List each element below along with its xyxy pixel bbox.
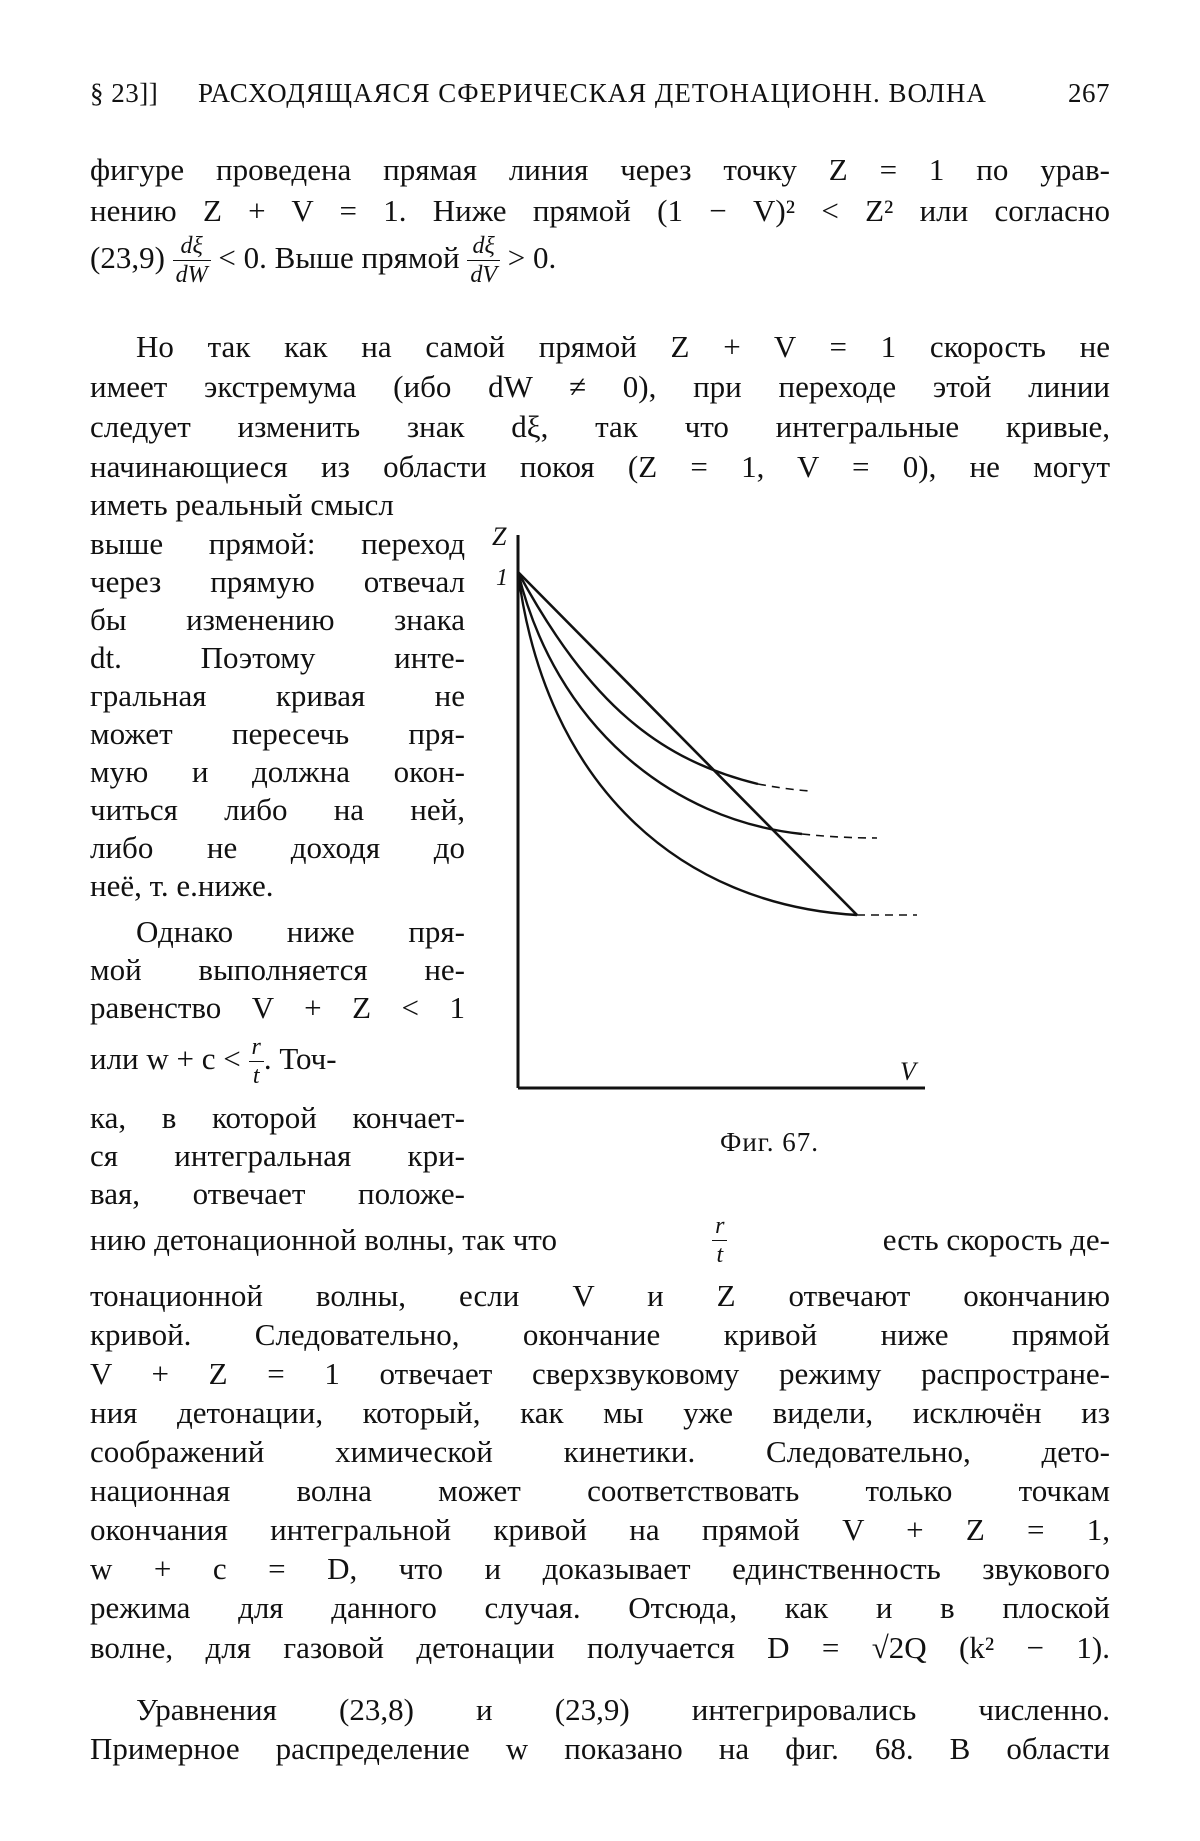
text-line: Примерное распределение w показано на фиг. 68. В области xyxy=(90,1731,1110,1766)
text-line: равенство V + Z < 1 xyxy=(90,990,465,1025)
text-line-with-fraction xyxy=(90,1210,1110,1270)
inline-text: есть скорость де- xyxy=(882,1222,1110,1257)
text-line: нению Z + V = 1. Ниже прямой (1 − V)² < Z² или согласно xyxy=(90,193,1110,228)
integral-curve-1-extension xyxy=(758,784,810,791)
fraction-denominator: t xyxy=(716,1241,724,1268)
v-axis-label: V xyxy=(900,1057,916,1086)
text-line: иметь реальный смысл xyxy=(90,487,394,522)
fraction-numerator: dξ xyxy=(467,234,500,261)
text-line: через прямую отвечал xyxy=(90,564,465,599)
text-line: ся интегральная кри- xyxy=(90,1138,465,1173)
running-title: РАСХОДЯЩАЯСЯ СФЕРИЧЕСКАЯ ДЕТОНАЦИОНН. ВОЛНА xyxy=(198,78,987,108)
integral-curve-2 xyxy=(518,572,802,834)
integral-curve-1 xyxy=(518,572,758,784)
text-line: следует изменить знак dξ, так что интегральные кривые, xyxy=(90,409,1110,444)
inline-text: нию детонационной волны, так что xyxy=(90,1222,557,1257)
figure-67 xyxy=(480,505,930,1125)
text-line: национная волна может соответствовать только точкам xyxy=(90,1473,1110,1508)
integral-curve-2-extension xyxy=(802,834,877,838)
text-line: неё, т. е.ниже. xyxy=(90,868,274,903)
fraction-numerator: r xyxy=(249,1035,264,1062)
text-line: w + c = D, что и доказывает единственность звукового xyxy=(90,1551,1110,1586)
text-line: мую и должна окон- xyxy=(90,754,465,789)
text-line: Но так как на самой прямой Z + V = 1 скорость не xyxy=(136,329,1110,364)
text-line: либо не доходя до xyxy=(90,830,465,865)
z-axis-label: Z xyxy=(492,522,507,551)
fraction-dxi-dv xyxy=(467,234,500,287)
text-line: гральная кривая не xyxy=(90,678,465,713)
text-line: начинающиеся из области покоя (Z = 1, V = 0), не могут xyxy=(90,449,1110,484)
fraction-r-t xyxy=(249,1035,264,1088)
equation-reference: (23,9) xyxy=(90,240,165,275)
figure-caption: Фиг. 67. xyxy=(720,1127,820,1157)
fraction-numerator: dξ xyxy=(173,234,211,261)
text-line: соображений химической кинетики. Следовательно, дето- xyxy=(90,1434,1110,1469)
page-number: 267 xyxy=(1068,78,1110,108)
fraction-numerator: r xyxy=(712,1214,727,1241)
text-line: Однако ниже пря- xyxy=(136,914,465,949)
text-line: ния детонации, который, как мы уже видели, исключён из xyxy=(90,1395,1110,1430)
text-line: кривой. Следовательно, окончание кривой ниже прямой xyxy=(90,1317,1110,1352)
text-line: dt. Поэтому инте- xyxy=(90,640,465,675)
text-line: имеет экстремума (ибо dW ≠ 0), при переходе этой линии xyxy=(90,369,1110,404)
figure-67-plot xyxy=(480,505,930,1125)
text-line: ка, в которой кончает- xyxy=(90,1100,465,1135)
text-line: V + Z = 1 отвечает сверхзвуковому режиму распростране- xyxy=(90,1356,1110,1391)
text-line-with-fraction xyxy=(90,1030,470,1088)
text-line: волне, для газовой детонации получается D = √2Q (k² − 1). xyxy=(90,1630,1110,1665)
text-line: режима для данного случая. Отсюда, как и в плоской xyxy=(90,1590,1110,1625)
text-line: выше прямой: переход xyxy=(90,526,465,561)
text-line: читься либо на ней, xyxy=(90,792,465,827)
section-number: § 23]] xyxy=(90,78,159,108)
text-line: вая, отвечает положе- xyxy=(90,1176,465,1211)
text-line: мой выполняется не- xyxy=(90,952,465,987)
inline-text: . Точ- xyxy=(263,1041,337,1076)
fraction-denominator: t xyxy=(252,1063,260,1090)
text-line: окончания интегральной кривой на прямой V + Z = 1, xyxy=(90,1512,1110,1547)
text-line: Уравнения (23,8) и (23,9) интегрировались численно. xyxy=(136,1692,1110,1727)
text-line: тонационной волны, если V и Z отвечают окончанию xyxy=(90,1278,1110,1313)
inline-text: < 0. Выше прямой xyxy=(218,240,460,275)
inline-text: или w + c < xyxy=(90,1041,241,1076)
text-line: может пересечь пря- xyxy=(90,716,465,751)
text-line: фигуре проведена прямая линия через точку Z = 1 по урав- xyxy=(90,152,1110,187)
text-line: бы изменению знака xyxy=(90,602,465,637)
fraction-denominator: dV xyxy=(470,262,498,289)
fraction-dxi-dw xyxy=(173,234,211,287)
fraction-denominator: dW xyxy=(175,262,208,289)
fraction-r-t xyxy=(712,1214,727,1267)
running-header xyxy=(90,78,1110,118)
text-line-with-fractions xyxy=(90,228,1110,288)
inline-text: > 0. xyxy=(507,240,557,275)
z-axis-tick-label: 1 xyxy=(496,565,508,591)
